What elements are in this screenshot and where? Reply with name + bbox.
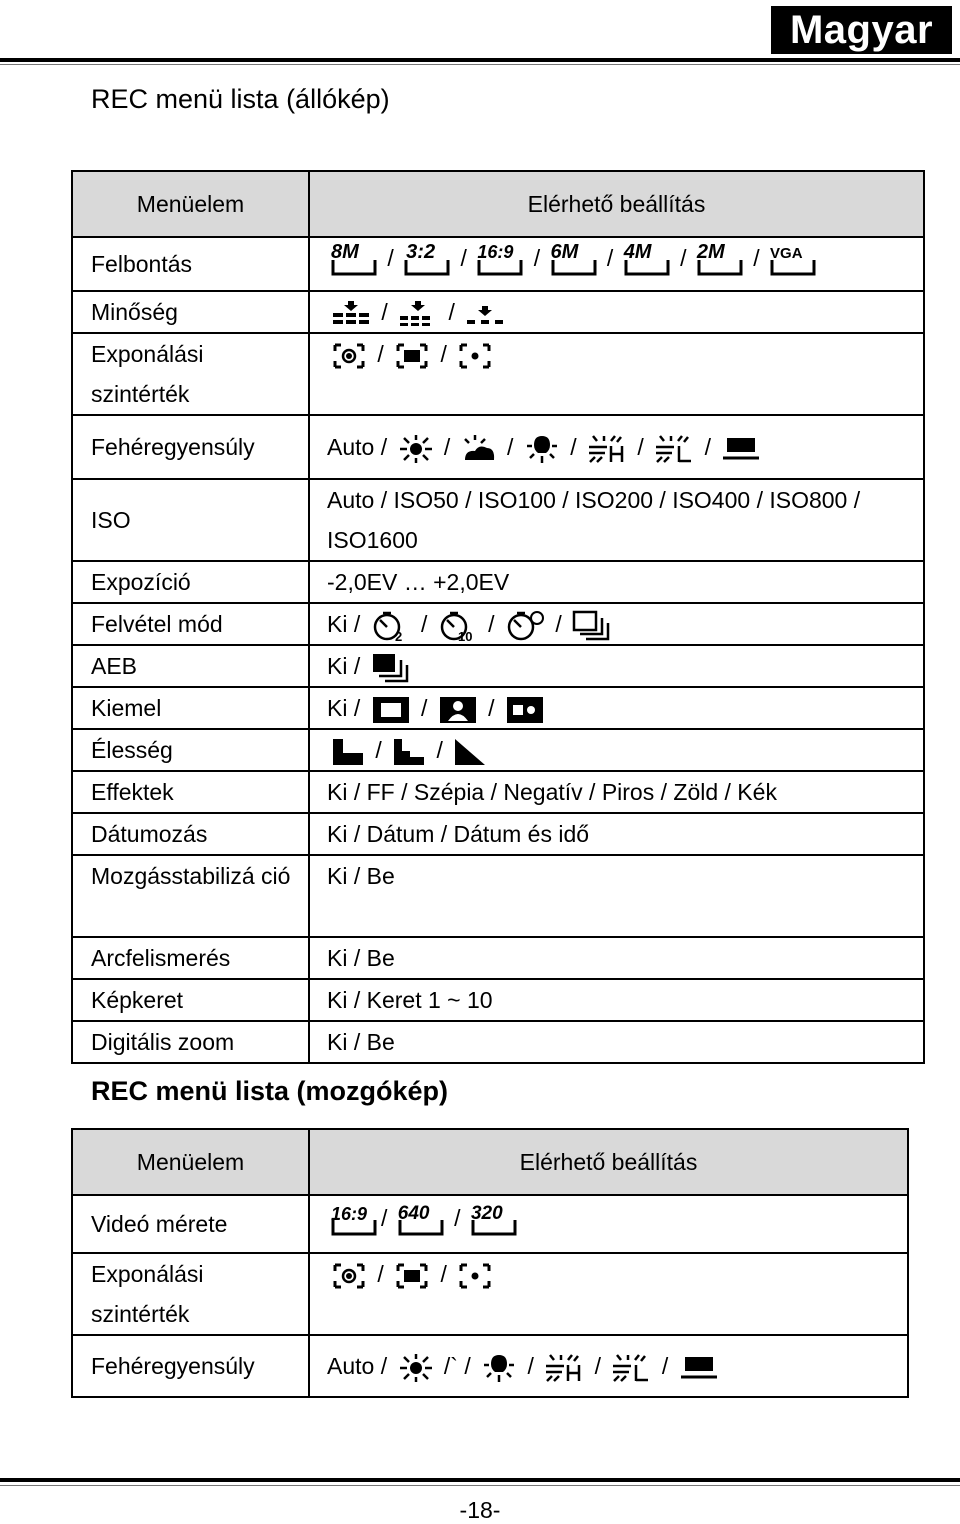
- row-label-resolution: Felbontás: [72, 237, 309, 291]
- highlight-spot-icon: [505, 695, 545, 725]
- video-size-options: 16:9 / 640 / 320: [309, 1195, 908, 1253]
- sharpness-normal-icon: [392, 737, 426, 767]
- meter-spot-icon: [457, 341, 493, 371]
- row-label-face-detection: Arcfelismerés: [72, 937, 309, 979]
- timer-2s-icon: [371, 610, 411, 642]
- date-stamp-options: Ki / Dátum / Dátum és idő: [309, 813, 924, 855]
- sharpness-options: / /: [309, 729, 924, 771]
- white-balance-options: Auto / / / / / /: [309, 415, 924, 479]
- wb-custom-icon: [721, 434, 761, 464]
- col-header-menu-item: Menüelem: [72, 1129, 309, 1195]
- res-vga-icon: [770, 244, 816, 276]
- highlight-frame-icon: [371, 695, 411, 725]
- row-label-quality: Minőség: [72, 291, 309, 333]
- bottom-divider-thin: [0, 1485, 960, 1486]
- table-row: [72, 645, 924, 687]
- row-label-frame: Képkeret: [72, 979, 309, 1021]
- vid-320-icon: [471, 1204, 517, 1236]
- row-label-video-size: Videó mérete: [72, 1195, 309, 1253]
- row-label-exposure: Expozíció: [72, 561, 309, 603]
- table-row: [72, 237, 924, 291]
- sharpness-hard-icon: [453, 737, 487, 767]
- res-vga-label: VGA: [770, 244, 803, 262]
- row-label-digital-zoom: Digitális zoom: [72, 1021, 309, 1063]
- table-row: [72, 979, 924, 1021]
- res-16-9-icon: [477, 241, 523, 276]
- highlight-options: Ki / / /: [309, 687, 924, 729]
- table-row: [72, 1253, 908, 1335]
- iso-options: Auto / ISO50 / ISO100 / ISO200 / ISO400 / ISO800 / ISO1600: [309, 479, 924, 561]
- col-header-settings: Elérhető beállítás: [309, 1129, 908, 1195]
- digital-zoom-options: Ki / Be: [309, 1021, 924, 1063]
- meter-center-icon: [331, 341, 367, 371]
- vid-16-9-label: 16:9: [331, 1203, 368, 1224]
- metering-options: / /: [309, 333, 924, 415]
- row-label-white-balance: Fehéregyensúly: [72, 415, 309, 479]
- wb-fluorescent-h-icon: [544, 1353, 584, 1383]
- stabilizer-options: Ki / Be: [309, 855, 924, 937]
- row-label-stabilizer: Mozgásstabilizá ció: [72, 855, 309, 937]
- res-16-9-label: 16:9: [477, 241, 514, 262]
- video-menu-title: REC menü lista (mozgókép): [91, 1076, 449, 1106]
- video-menu-table: [71, 1128, 909, 1398]
- vid-320-label: 320: [470, 1202, 503, 1224]
- res-6m-label: 6M: [550, 240, 579, 263]
- wb-tungsten-icon: [481, 1353, 517, 1383]
- table-row: [72, 813, 924, 855]
- res-4m-label: 4M: [623, 240, 652, 263]
- res-8m-icon: [331, 240, 377, 276]
- table-row: [72, 687, 924, 729]
- vid-640-icon: [398, 1204, 444, 1236]
- burst-icon: [572, 610, 612, 642]
- page-number: -18-: [459, 1497, 501, 1523]
- row-label-effects: Effektek: [72, 771, 309, 813]
- table-row: [72, 415, 924, 479]
- top-divider: [0, 58, 960, 62]
- res-6m-icon: [550, 240, 597, 276]
- exposure-range: -2,0EV … +2,0EV: [309, 561, 924, 603]
- capture-mode-options: Ki / 2 / 10 / /: [309, 603, 924, 645]
- still-menu-title: REC menü lista (állókép): [91, 84, 390, 114]
- row-label-capture-mode: Felvétel mód: [72, 603, 309, 645]
- meter-spot-icon: [457, 1261, 493, 1291]
- aeb-icon: [371, 652, 411, 684]
- res-3-2-icon: [404, 240, 450, 276]
- res-8m-label: 8M: [331, 240, 359, 263]
- effects-options: Ki / FF / Szépia / Negatív / Piros / Zöld / Kék: [309, 771, 924, 813]
- wb-tungsten-icon: [524, 434, 560, 464]
- row-label-metering: Exponálási szintérték: [72, 333, 309, 415]
- table-row: [72, 855, 924, 937]
- quality-options: / /: [309, 291, 924, 333]
- wb-daylight-icon: [398, 1353, 434, 1383]
- sharpness-soft-icon: [331, 737, 365, 767]
- wb-cloudy-icon: [461, 434, 497, 464]
- video-white-balance-options: Auto / /` / / / /: [309, 1335, 908, 1397]
- quality-fine-icon: [331, 300, 371, 328]
- table-row: [72, 1021, 924, 1063]
- table-row: [72, 771, 924, 813]
- table-row: [72, 291, 924, 333]
- wb-custom-icon: [679, 1353, 719, 1383]
- aeb-off-label: Ki /: [327, 653, 361, 679]
- vid-640-label: 640: [397, 1202, 430, 1224]
- table-row: [72, 937, 924, 979]
- bottom-divider: [0, 1478, 960, 1482]
- quality-standard-icon: [398, 300, 438, 328]
- table-row: [72, 729, 924, 771]
- res-2m-label: 2M: [696, 240, 725, 263]
- highlight-off-label: Ki /: [327, 695, 361, 721]
- table-row: [72, 561, 924, 603]
- res-3-2-label: 3:2: [406, 240, 436, 263]
- row-label-iso: ISO: [72, 479, 309, 561]
- frame-options: Ki / Keret 1 ~ 10: [309, 979, 924, 1021]
- quality-economy-icon: [465, 300, 505, 328]
- row-label-sharpness: Élesség: [72, 729, 309, 771]
- vid-16-9-icon: [331, 1204, 377, 1236]
- row-label-video-white-balance: Fehéregyensúly: [72, 1335, 309, 1397]
- wb-fluorescent-l-icon: [654, 434, 694, 464]
- col-header-menu-item: Menüelem: [72, 171, 309, 237]
- res-2m-icon: [696, 240, 743, 276]
- resolution-options: 8M / 3:2 / 16:9 / 6M / 4M / 2M / VGA: [309, 237, 924, 291]
- video-metering-options: / /: [309, 1253, 908, 1335]
- still-menu-table: [71, 170, 925, 1064]
- timer-double-icon: [505, 610, 545, 642]
- aeb-options: [309, 645, 924, 687]
- row-label-date-stamp: Dátumozás: [72, 813, 309, 855]
- video-wb-auto-label: Auto /: [327, 1353, 388, 1379]
- top-divider-thin: [0, 64, 960, 65]
- table-row: [72, 1195, 908, 1253]
- meter-multi-icon: [394, 1261, 430, 1291]
- row-label-video-metering: Exponálási szintérték: [72, 1253, 309, 1335]
- table-row: [72, 333, 924, 415]
- timer-10s-icon: [438, 610, 478, 642]
- wb-fluorescent-l-icon: [611, 1353, 651, 1383]
- svg-text:10: 10: [457, 628, 473, 642]
- wb-daylight-icon: [398, 434, 434, 464]
- meter-center-icon: [331, 1261, 367, 1291]
- svg-text:2: 2: [394, 628, 402, 642]
- wb-fluorescent-h-icon: [587, 434, 627, 464]
- table-row: [72, 479, 924, 561]
- row-label-highlight: Kiemel: [72, 687, 309, 729]
- language-tab: Magyar: [771, 6, 952, 54]
- highlight-portrait-icon: [438, 695, 478, 725]
- row-label-aeb: AEB: [72, 645, 309, 687]
- col-header-settings: Elérhető beállítás: [309, 171, 924, 237]
- table-row: [72, 1335, 908, 1397]
- wb-auto-label: Auto /: [327, 434, 388, 460]
- table-row: [72, 603, 924, 645]
- capture-off-label: Ki /: [327, 611, 361, 637]
- face-detection-options: Ki / Be: [309, 937, 924, 979]
- res-4m-icon: [623, 240, 670, 276]
- meter-multi-icon: [394, 341, 430, 371]
